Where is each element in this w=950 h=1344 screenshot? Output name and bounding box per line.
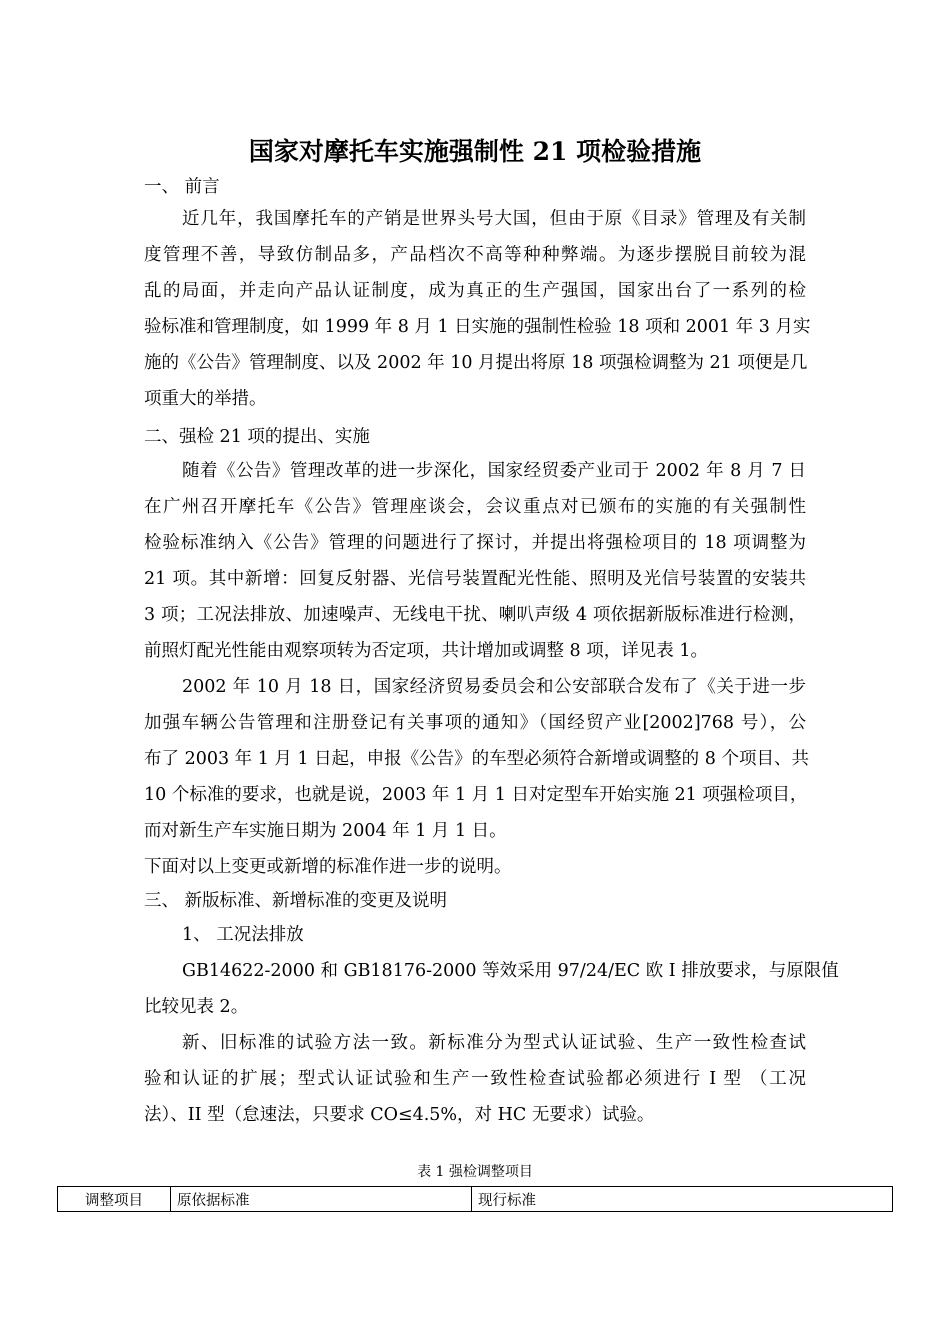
paragraph-line: 前照灯配光性能由观察项转为否定项，共计增加或调整 8 项，详见表 1。	[144, 641, 708, 661]
paragraph-line: 近几年，我国摩托车的产销是世界头号大国，但由于原《目录》管理及有关制	[182, 209, 806, 229]
paragraph-line: 乱的局面，并走向产品认证制度，成为真正的生产强国，国家出台了一系列的检	[144, 281, 806, 301]
paragraph-line: 度管理不善，导致仿制品多，产品档次不高等种种弊端。为逐步摆脱目前较为混	[144, 245, 806, 265]
paragraph-line: 验和认证的扩展；型式认证试验和生产一致性检查试验都必须进行 I 型 （工况	[144, 1069, 806, 1089]
paragraph-line: 比较见表 2。	[144, 997, 249, 1017]
paragraph-line: 21 项。其中新增：回复反射器、光信号装置配光性能、照明及光信号装置的安装共	[144, 569, 807, 589]
paragraph-line: 随着《公告》管理改革的进一步深化，国家经贸委产业司于 2002 年 8 月 7 日	[182, 461, 806, 481]
paragraph-line: 法）、II 型（怠速法，只要求 CO≤4.5%，对 HC 无要求）试验。	[144, 1105, 655, 1125]
paragraph-line: 新、旧标准的试验方法一致。新标准分为型式认证试验、生产一致性检查试	[182, 1033, 806, 1053]
table-header-cell: 原依据标准	[171, 1187, 472, 1212]
paragraph-line: 施的《公告》管理制度、以及 2002 年 10 月提出将原 18 项强检调整为 21 项便是几	[144, 353, 808, 373]
section-heading-standards: 三、 新版标准、新增标准的变更及说明	[144, 891, 448, 911]
paragraph-line: 验标准和管理制度，如 1999 年 8 月 1 日实施的强制性检验 18 项和 2001 年 3 月实	[144, 317, 811, 337]
table-header-row	[58, 1187, 893, 1212]
paragraph-line: GB14622-2000 和 GB18176-2000 等效采用 97/24/EC 欧 I 排放要求，与原限值	[182, 961, 839, 981]
paragraph-line: 2002 年 10 月 18 日，国家经济贸易委员会和公安部联合发布了《关于进一步	[182, 677, 806, 697]
paragraph-line: 检验标准纳入《公告》管理的问题进行了探讨，并提出将强检项目的 18 项调整为	[144, 533, 806, 553]
paragraph-line: 项重大的举措。	[144, 389, 267, 409]
paragraph-line: 3 项；工况法排放、加速噪声、无线电干扰、喇叭声级 4 项依据新版标准进行检测，	[144, 605, 806, 625]
table-header-cell: 调整项目	[58, 1187, 171, 1212]
paragraph-line: 10 个标准的要求，也就是说，2003 年 1 月 1 日对定型车开始实施 21 项强检项目，	[144, 785, 808, 805]
paragraph-line: 而对新生产车实施日期为 2004 年 1 月 1 日。	[144, 821, 507, 841]
paragraph-line: 下面对以上变更或新增的标准作进一步的说明。	[144, 857, 512, 877]
adjustment-items-table	[57, 1186, 893, 1212]
page-title: 国家对摩托车实施强制性 21 项检验措施	[248, 137, 702, 166]
paragraph-line: 在广州召开摩托车《公告》管理座谈会，会议重点对已颁布的实施的有关强制性	[144, 497, 806, 517]
paragraph-line: 加强车辆公告管理和注册登记有关事项的通知》（国经贸产业[2002]768 号），公	[144, 713, 806, 733]
table-header-cell: 现行标准	[472, 1187, 893, 1212]
section-heading-preface: 一、 前言	[144, 177, 220, 197]
section-heading-implementation: 二、强检 21 项的提出、实施	[144, 427, 370, 447]
subsection-heading-emission: 1、 工况法排放	[182, 925, 304, 945]
table-caption: 表 1 强检调整项目	[417, 1164, 533, 1180]
paragraph-line: 布了 2003 年 1 月 1 日起，申报《公告》的车型必须符合新增或调整的 8 个项目、共	[144, 749, 809, 769]
